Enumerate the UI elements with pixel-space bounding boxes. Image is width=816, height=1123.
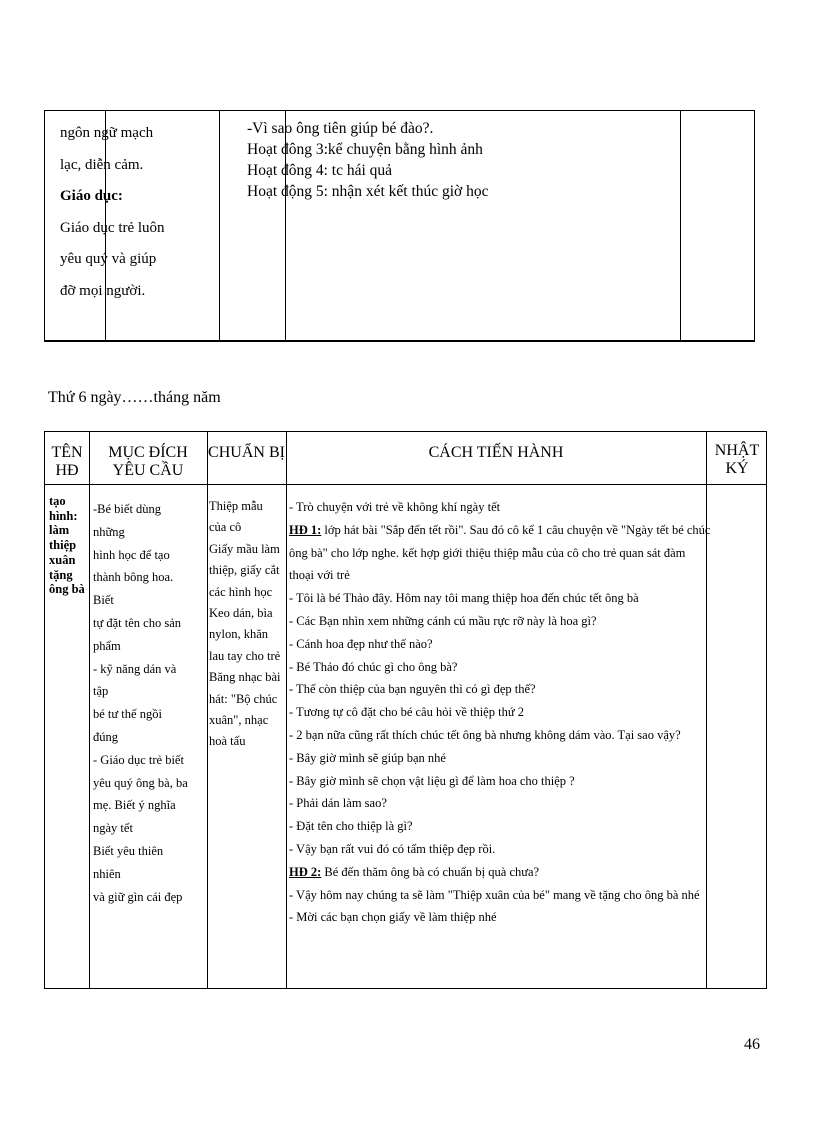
objective-line: tự đặt tên cho sản	[93, 615, 182, 630]
procedure-line-text: - 2 bạn nữa cũng rất thích chúc tết ông bà nhưng không dám vào. Tại sao vậy?	[289, 727, 681, 742]
procedure-line-text: - Vậy hôm nay chúng ta sẽ làm "Thiệp xuân của bé" mang về tặng cho ông bà nhé	[289, 887, 700, 902]
procedure-line	[289, 564, 707, 587]
activity-name-cell	[49, 494, 89, 597]
top-procedure-line: Hoạt đông 4: tc hái quả	[247, 162, 393, 179]
procedure-line-text: Bé đến thăm ông bà có chuẩn bị quà chưa?	[321, 864, 540, 879]
objective-line: yêu quý ông bà, ba	[93, 775, 188, 790]
activity-name-line: thiệp	[49, 538, 77, 553]
procedure-line-text: - Trò chuyện với trẻ về không khí ngày tết	[289, 500, 501, 514]
objective-line: - Giáo dục trẻ biết	[93, 752, 184, 767]
procedure-line	[289, 678, 707, 701]
column-divider	[89, 432, 90, 988]
procedure-line	[289, 610, 707, 633]
procedure-line	[289, 633, 707, 656]
page-number: 46	[744, 1036, 760, 1053]
procedure-line	[289, 496, 707, 519]
procedure-line	[289, 519, 711, 542]
procedure-line-text: - Cánh hoa đẹp như thế nào?	[289, 636, 433, 651]
top-objective-line: lạc, diễn cảm.	[60, 156, 144, 173]
procedure-line	[289, 906, 707, 929]
activity-step-label: HĐ 2:	[289, 864, 322, 879]
top-procedure-cell	[247, 118, 637, 202]
procedure-line-text: - Các Bạn nhìn xem những cánh cú mầu rực rỡ này là hoa gì?	[289, 613, 597, 628]
procedure-line-text: - Phải dán làm sao?	[289, 796, 387, 811]
header-preparation: CHUẨN BỊ	[208, 444, 285, 461]
preparation-line: hoà tấu	[209, 734, 246, 749]
top-table-divider	[219, 111, 220, 340]
activity-name-line: hình:	[49, 508, 78, 523]
top-objective-line: ngôn ngữ mạch	[60, 125, 154, 141]
header-separator	[45, 484, 766, 485]
procedure-line-text: - Tôi là bé Thảo đây. Hôm nay tôi mang thiệp hoa đến chúc tết ông bà	[289, 591, 639, 606]
procedure-line	[289, 770, 707, 793]
objective-line: - kỹ năng dán và tập	[93, 661, 177, 699]
objective-line: hình học để tạo	[93, 547, 170, 562]
procedure-line	[289, 656, 707, 679]
preparation-line: các hình học	[209, 584, 273, 599]
procedure-line-text: ông bà" cho lớp nghe. kết hợp giới thiệu thiệp mẫu của cô cho trẻ quan sát đàm	[289, 545, 686, 560]
preparation-line: của cô	[209, 520, 242, 535]
procedure-line-text: - Mời các bạn chọn giấy về làm thiệp nhé	[289, 910, 497, 925]
procedure-line-text: - Bé Thảo đó chúc gì cho ông bà?	[289, 659, 458, 674]
procedure-line-text: - Bây giờ mình sẽ chọn vật liệu gì để làm hoa cho thiệp ?	[289, 773, 575, 788]
top-objective-cell	[60, 118, 172, 307]
header-name: TÊN HĐ	[51, 444, 83, 479]
procedure-line	[289, 701, 707, 724]
header-diary: NHẬT KÝ	[714, 442, 760, 477]
header-procedure: CÁCH TIẾN HÀNH	[428, 444, 564, 461]
procedure-cell	[289, 496, 711, 929]
objective-line: và giữ gìn cái đẹp	[93, 889, 183, 904]
objective-cell	[93, 498, 189, 908]
activity-name-line: tạo	[49, 494, 66, 508]
procedure-line	[289, 815, 707, 838]
objective-line: bé tư thế ngồi đúng	[93, 707, 162, 744]
preparation-line: hát: "Bộ chúc	[209, 691, 278, 706]
top-table-divider	[680, 111, 681, 340]
procedure-line	[289, 884, 707, 907]
procedure-line	[289, 587, 707, 610]
preparation-line: Keo dán, bìa	[209, 606, 273, 621]
top-objective-line: Giáo dục trẻ luôn	[60, 219, 165, 236]
procedure-line-text: - Thế còn thiệp của bạn nguyên thì có gì đẹp thế?	[289, 682, 536, 697]
procedure-line	[289, 542, 707, 565]
objective-line: mẹ. Biết ý nghĩa	[93, 798, 176, 813]
preparation-line: lau tay cho trẻ	[209, 648, 281, 663]
top-procedure-line: Hoạt đông 3:kể chuyện bằng hình ảnh	[247, 141, 483, 158]
procedure-line-text: thoại với trẻ	[289, 568, 350, 583]
preparation-cell	[209, 496, 289, 753]
activity-name-line: làm	[49, 523, 70, 538]
preparation-line: nylon, khăn	[209, 627, 269, 642]
procedure-line	[289, 792, 707, 815]
procedure-line	[289, 724, 707, 747]
procedure-line	[289, 747, 707, 770]
header-objective: MỤC ĐÍCH YÊU CẦU	[108, 444, 188, 479]
procedure-line-text: - Đặt tên cho thiệp là gì?	[289, 819, 413, 834]
preparation-line: Thiệp mẫu	[209, 499, 263, 513]
preparation-line: thiệp, giấy cắt	[209, 563, 280, 578]
procedure-line-text: - Tương tự cô đặt cho bé câu hỏi về thiệp thứ 2	[289, 705, 524, 720]
column-divider	[207, 432, 208, 988]
activity-name-line: ông bà	[49, 582, 85, 597]
objective-line: -Bé biết dùng những	[93, 502, 162, 539]
top-objective-line: yêu quý và giúp	[60, 251, 157, 267]
objective-line: ngày tết	[93, 821, 133, 836]
procedure-line	[289, 861, 707, 884]
top-procedure-line: Hoạt động 5: nhận xét kết thúc giờ học	[247, 183, 489, 200]
preparation-line: Giấy mầu làm	[209, 541, 280, 556]
preparation-line: xuân", nhạc	[209, 713, 269, 728]
objective-line: Biết yêu thiên nhiên	[93, 843, 164, 881]
top-objective-line: đỡ mọi người.	[60, 282, 146, 299]
procedure-line-text: - Vậy bạn rất vui đó có tấm thiệp đẹp rồi.	[289, 841, 496, 856]
activity-name-line: tặng	[49, 567, 73, 582]
activity-step-label: HĐ 1:	[289, 522, 322, 537]
procedure-line-text: lớp hát bài "Sắp đến tết rồi". Sau đó cô kể 1 câu chuyện về "Ngày tết bé chúc	[321, 522, 711, 537]
procedure-line	[289, 838, 707, 861]
objective-line: thành bông hoa. Biết	[93, 570, 174, 608]
top-procedure-line: -Vì sao ông tiên giúp bé đào?.	[247, 120, 434, 137]
top-objective-line: Giáo dục:	[60, 188, 123, 204]
activity-name-line: xuân	[49, 552, 76, 567]
date-line: Thứ 6 ngày……tháng năm	[48, 389, 221, 406]
objective-line: phẩm	[93, 638, 121, 653]
preparation-line: Băng nhạc bài	[209, 670, 281, 685]
procedure-line-text: - Bây giờ mình sẽ giúp bạn nhé	[289, 750, 446, 765]
lesson-plan-table	[44, 431, 767, 989]
